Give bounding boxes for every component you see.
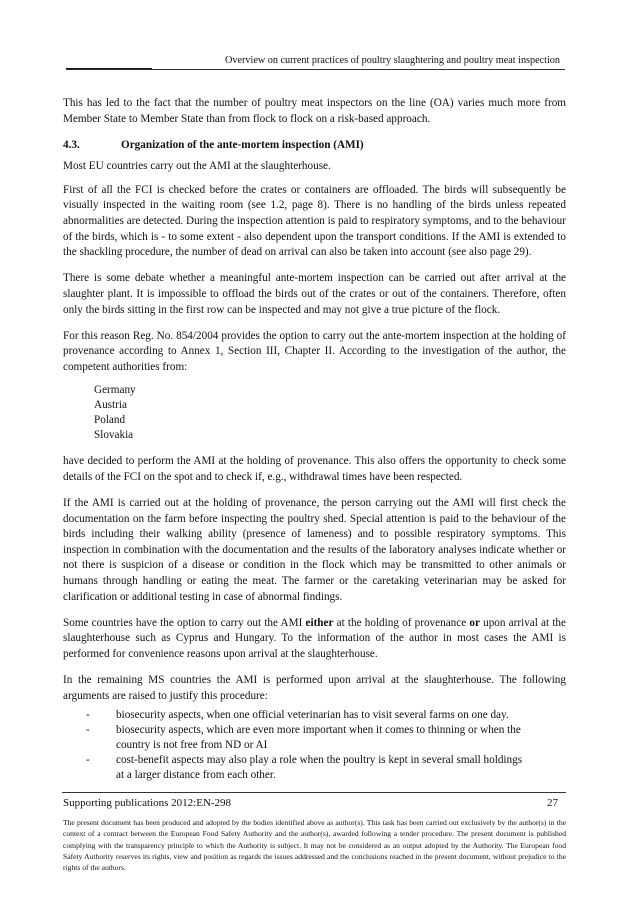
argument-list <box>63 708 566 782</box>
list-item-text: cost-benefit aspects may also play a role when the poultry is kept in several small holdings at a larger distance from each other. <box>116 754 523 781</box>
page-number: 27 <box>547 797 558 809</box>
text-fragment: Some countries have the option to carry out the AMI <box>63 616 306 629</box>
section-heading <box>63 138 566 154</box>
paragraph-option-either-or <box>63 616 566 663</box>
paragraph-holding-inspection: If the AMI is carried out at the holding of provenance, the person carrying out the AMI will first check the documentation on the farm before inspecting the poultry shed. Special attention is paid to the behaviour of the birds including their walking ability (presence of lameness) and to possible respiratory symptoms. This inspection in combination with the documentation and the results of the laboratory analyses indicate whether or not there is suspicion of a disease or condition in the flock which may be transmitted to other animals or humans through handling or eating the meat. The farmer or the caretaking veterinarian may be asked for clarification or additional testing in case of abnormal findings. <box>63 497 566 603</box>
header-rule <box>66 69 565 70</box>
running-header: Overview on current practices of poultry slaughtering and poultry meat inspection <box>225 55 560 66</box>
paragraph-remaining-ms: In the remaining MS countries the AMI is performed upon arrival at the slaughterhouse. The following arguments are raised to justify this procedure: <box>63 674 566 702</box>
footer-rule <box>62 792 566 793</box>
paragraph-most-eu: Most EU countries carry out the AMI at the slaughterhouse. <box>63 160 331 173</box>
footer-publication: Supporting publications 2012:EN-298 <box>63 797 232 809</box>
list-item: Poland <box>94 414 126 427</box>
section-title: Organization of the ante-mortem inspection (AMI) <box>121 138 364 151</box>
emphasis-either: either <box>305 616 334 629</box>
dash-bullet: - <box>86 724 90 737</box>
list-item <box>86 708 566 723</box>
list-item: Germany <box>94 384 136 397</box>
paragraph-debate: There is some debate whether a meaningful ante-mortem inspection can be carried out after arrival at the slaughter plant. It is impossible to offload the birds out of the crates or out of the containers. Therefore, often only the birds sitting in the first row can be inspected and may not give a true picture of the flock. <box>63 272 566 316</box>
paragraph-intro: This has led to the fact that the number of poultry meat inspectors on the line (OA) varies much more from Member State to Member State than from flock to flock on a risk-based approach. <box>63 97 566 125</box>
main-content <box>63 96 566 783</box>
country-list <box>63 383 566 443</box>
footer-disclaimer: The present document has been produced and adopted by the bodies identified above as author(s). This task has been carried out exclusively by the author(s) in the context of a contract between the European Food Safety Authority and the author(s), awarded following a tender procedure. The present document is published complying with the transparency principle to which the Authority is subject. It may not be considered as an output adopted by the Authority. The European food Safety Authority reserves its rights, view and position as regards the issues addressed and the conclusions reached in the present document, without prejudice to the rights of the authors. <box>63 818 566 873</box>
dash-bullet: - <box>86 754 90 766</box>
list-item: Slovakia <box>94 429 134 442</box>
dash-bullet: - <box>86 709 90 722</box>
list-item-text: biosecurity aspects, when one official veterinarian has to visit several farms on one day. <box>116 709 509 722</box>
emphasis-or: or <box>469 616 480 629</box>
section-number: 4.3. <box>63 138 80 151</box>
list-item: Austria <box>94 399 127 412</box>
paragraph-regulation: For this reason Reg. No. 854/2004 provides the option to carry out the ante-mortem inspection at the holding of provenance according to Annex 1, Section III, Chapter II. According to the investigation of the author, the competent authorities from: <box>63 329 566 373</box>
paragraph-decided: have decided to perform the AMI at the holding of provenance. This also offers the opportunity to check some details of the FCI on the spot and to check if, e.g., withdrawal times have been respected. <box>63 455 566 483</box>
text-fragment: upon arrival at the slaughterhouse such as Cyprus and Hungary. To the information of the author in most cases the AMI is performed for convenience reasons upon arrival at the slaughterhouse. <box>63 616 566 660</box>
list-item <box>86 753 566 782</box>
list-item-text: biosecurity aspects, which are even more important when it comes to thinning or when the country is not free from ND or AI <box>116 724 521 751</box>
paragraph-fci-check: First of all the FCI is checked before the crates or containers are offloaded. The birds will subsequently be visually inspected in the waiting room (see 1.2, page 8). There is no handling of the birds unless repeated abnormalities are detected. During the inspection attention is paid to respiratory symptoms, and to the behaviour of the birds, which is - to some extent - also dependent upon the transport conditions. If the AMI is extended to the shackling procedure, the number of dead on arrival can also be taken into account (see also page 29). <box>63 183 566 259</box>
list-item <box>86 723 566 752</box>
text-fragment: at the holding of provenance <box>333 616 470 629</box>
